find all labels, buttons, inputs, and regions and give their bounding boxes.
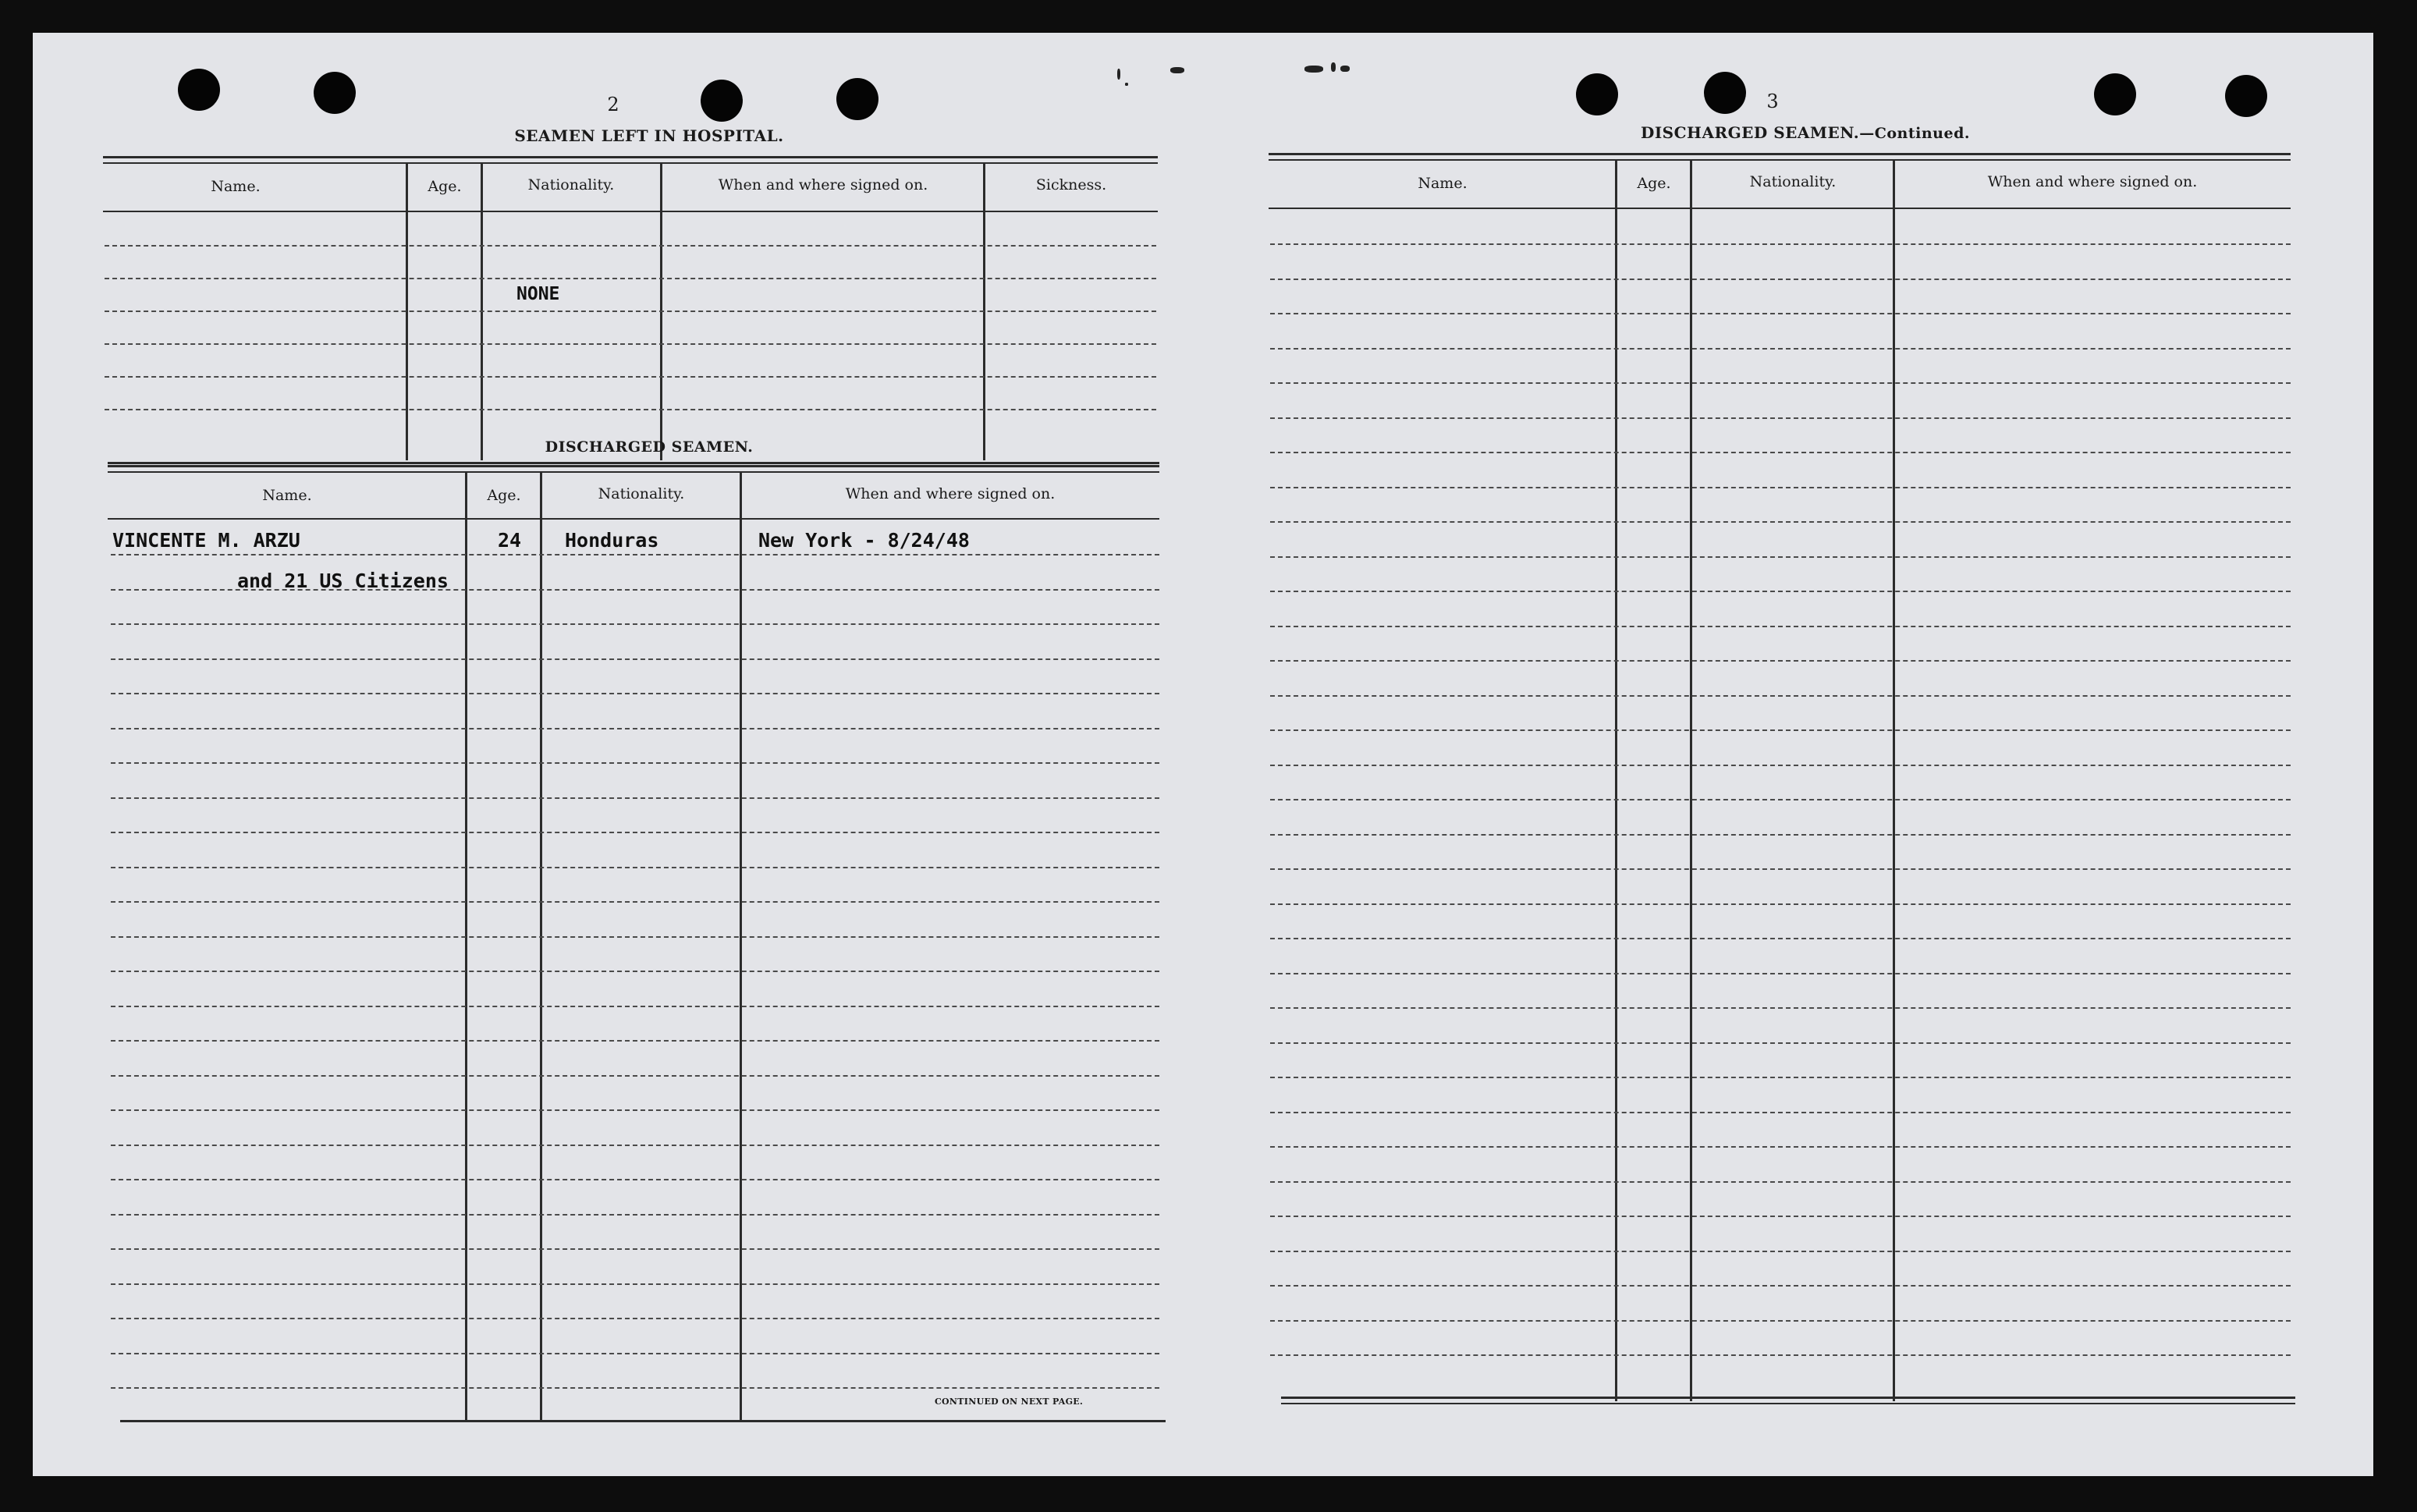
dashed-rule bbox=[1270, 556, 2291, 558]
dashed-rule bbox=[1270, 938, 2291, 939]
seaman-nationality: Honduras bbox=[565, 529, 659, 552]
page-number: 3 bbox=[1766, 91, 1779, 112]
dashed-rule bbox=[1270, 279, 2291, 280]
column-header-age: Age. bbox=[1637, 175, 1671, 192]
discharged-section-title: DISCHARGED SEAMEN. bbox=[545, 438, 754, 456]
dashed-rule bbox=[111, 1214, 1159, 1216]
continued-label: —Continued. bbox=[1859, 125, 1970, 142]
hospital-section-title: SEAMEN LEFT IN HOSPITAL. bbox=[514, 126, 784, 145]
rule bbox=[1281, 1397, 2295, 1399]
rule bbox=[108, 462, 1159, 464]
continued-section-title-main: DISCHARGED SEAMEN. bbox=[1640, 123, 1860, 142]
dashed-rule bbox=[105, 409, 1156, 410]
dashed-rule bbox=[1270, 348, 2291, 350]
punch-hole bbox=[701, 80, 743, 122]
hospital-entry: NONE bbox=[516, 284, 560, 304]
column-divider bbox=[540, 473, 542, 1421]
column-header-nationality: Nationality. bbox=[1749, 173, 1837, 190]
dashed-rule bbox=[111, 1179, 1159, 1180]
dashed-rule bbox=[111, 867, 1159, 868]
rule bbox=[120, 1420, 1166, 1422]
ink-speck bbox=[1170, 67, 1184, 73]
dashed-rule bbox=[1270, 1112, 2291, 1113]
ink-speck bbox=[1117, 69, 1120, 80]
rule bbox=[1269, 153, 2291, 155]
ink-speck bbox=[1340, 66, 1350, 72]
rule bbox=[103, 162, 1158, 164]
punch-hole bbox=[1576, 73, 1618, 115]
rule bbox=[108, 471, 1159, 473]
dashed-rule bbox=[1270, 1285, 2291, 1287]
continued-section-title bbox=[1610, 123, 2000, 142]
dashed-rule bbox=[1270, 1181, 2291, 1183]
dashed-rule bbox=[111, 728, 1159, 729]
dashed-rule bbox=[1270, 313, 2291, 314]
dashed-rule bbox=[105, 343, 1156, 345]
dashed-rule bbox=[1270, 765, 2291, 766]
dashed-rule bbox=[1270, 626, 2291, 627]
dashed-rule bbox=[111, 1387, 1159, 1389]
column-header-age: Age. bbox=[428, 178, 462, 195]
punch-hole bbox=[1704, 72, 1746, 114]
dashed-rule bbox=[111, 971, 1159, 972]
ink-speck bbox=[1125, 83, 1128, 86]
column-header-nationality: Nationality. bbox=[598, 485, 685, 502]
dashed-rule bbox=[111, 1006, 1159, 1007]
dashed-rule bbox=[111, 901, 1159, 903]
column-header-name: Name. bbox=[211, 178, 261, 195]
punch-hole bbox=[314, 72, 356, 114]
column-header-signed-on: When and where signed on. bbox=[718, 176, 928, 193]
dashed-rule bbox=[111, 1318, 1159, 1319]
dashed-rule bbox=[1270, 452, 2291, 453]
dashed-rule bbox=[111, 1145, 1159, 1146]
dashed-rule bbox=[111, 832, 1159, 833]
dashed-rule bbox=[1270, 729, 2291, 731]
seaman-note: and 21 US Citizens bbox=[237, 570, 449, 592]
column-header-signed-on: When and where signed on. bbox=[845, 485, 1056, 502]
column-header-nationality: Nationality. bbox=[527, 176, 615, 193]
dashed-rule bbox=[1270, 417, 2291, 419]
dashed-rule bbox=[1270, 1320, 2291, 1322]
dashed-rule bbox=[1270, 1007, 2291, 1009]
punch-hole bbox=[2225, 75, 2267, 117]
column-header-name: Name. bbox=[1418, 175, 1468, 192]
dashed-rule bbox=[105, 311, 1156, 312]
dashed-rule bbox=[1270, 660, 2291, 662]
column-divider bbox=[481, 164, 483, 460]
rule bbox=[1269, 208, 2291, 209]
dashed-rule bbox=[111, 1075, 1159, 1077]
column-divider bbox=[465, 473, 467, 1421]
seaman-age: 24 bbox=[498, 529, 522, 552]
column-header-age: Age. bbox=[487, 487, 521, 504]
column-header-signed-on: When and where signed on. bbox=[1987, 173, 2198, 190]
dashed-rule bbox=[1270, 1146, 2291, 1148]
rule bbox=[1269, 159, 2291, 161]
dashed-rule bbox=[1270, 1077, 2291, 1078]
seaman-signed-on: New York - 8/24/48 bbox=[758, 529, 970, 552]
dashed-rule bbox=[1270, 834, 2291, 836]
rule bbox=[108, 465, 1159, 467]
dashed-rule bbox=[111, 1283, 1159, 1285]
dashed-rule bbox=[111, 936, 1159, 938]
dashed-rule bbox=[1270, 973, 2291, 974]
dashed-rule bbox=[1270, 799, 2291, 800]
dashed-rule bbox=[111, 623, 1159, 625]
dashed-rule bbox=[111, 797, 1159, 799]
dashed-rule bbox=[1270, 1251, 2291, 1252]
dashed-rule bbox=[1270, 591, 2291, 592]
dashed-rule bbox=[1270, 1042, 2291, 1044]
column-divider bbox=[740, 473, 742, 1421]
column-header-sickness: Sickness. bbox=[1035, 176, 1107, 193]
dashed-rule bbox=[111, 762, 1159, 764]
column-divider bbox=[983, 164, 985, 460]
continued-footer: CONTINUED ON NEXT PAGE. bbox=[935, 1397, 1084, 1407]
rule bbox=[1281, 1403, 2295, 1404]
column-divider bbox=[660, 164, 662, 460]
dashed-rule bbox=[111, 1248, 1159, 1250]
punch-hole bbox=[2094, 73, 2136, 115]
form-sheet bbox=[33, 33, 2373, 1476]
dashed-rule bbox=[1270, 243, 2291, 245]
dashed-rule bbox=[1270, 695, 2291, 697]
dashed-rule bbox=[111, 658, 1159, 660]
page-number: 2 bbox=[607, 94, 619, 115]
punch-hole bbox=[836, 78, 878, 120]
column-divider bbox=[406, 164, 408, 460]
dashed-rule bbox=[105, 376, 1156, 378]
rule bbox=[103, 156, 1158, 158]
punch-hole bbox=[178, 69, 220, 111]
seaman-name: VINCENTE M. ARZU bbox=[112, 529, 300, 552]
dashed-rule bbox=[1270, 487, 2291, 488]
dashed-rule bbox=[111, 1040, 1159, 1042]
dashed-rule bbox=[111, 1353, 1159, 1354]
ink-speck bbox=[1331, 62, 1336, 72]
dashed-rule bbox=[1270, 382, 2291, 384]
dashed-rule bbox=[1270, 868, 2291, 870]
dashed-rule bbox=[111, 554, 1159, 555]
dashed-rule bbox=[105, 245, 1156, 247]
dashed-rule bbox=[105, 278, 1156, 279]
dashed-rule bbox=[1270, 903, 2291, 905]
dashed-rule bbox=[111, 1109, 1159, 1111]
dashed-rule bbox=[111, 693, 1159, 694]
column-header-name: Name. bbox=[262, 487, 312, 504]
dashed-rule bbox=[1270, 521, 2291, 523]
dashed-rule bbox=[1270, 1354, 2291, 1356]
rule bbox=[108, 518, 1159, 520]
rule bbox=[103, 211, 1158, 212]
ink-speck bbox=[1304, 66, 1323, 73]
dashed-rule bbox=[1270, 1216, 2291, 1217]
